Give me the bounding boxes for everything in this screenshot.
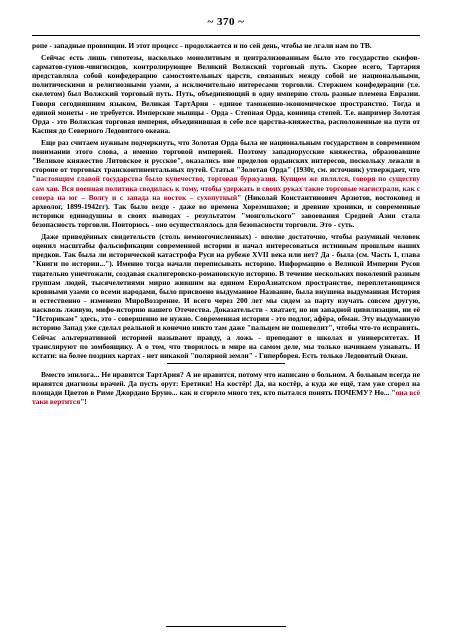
header-rule bbox=[32, 35, 420, 36]
section-divider bbox=[167, 363, 285, 364]
text-run: Даже приведённых свидетельств (столь немногочисленных) - вполне достаточно, чтобы разумный человек оценил масштабы фальсификации современной истории и начал интересоваться истинным прошлым наших предков. Так была ли исторической катастрофа Руси на рубеже XVII века или нет? Да - была (см. Часть 1, глава "Книги по истории..."). Именно тогда начали переписывать историю. Информацию о Великой Империи Русов тщательно уничтожали, создавая скалигеровско-романовскую историю. В течение нескольких поколений разным группам людей, тысячелетиями мирно жившим на едином ЕвроАзиатском пространстве, переплетающимся кровными узами со всеми народами, было присвоено выдуманное Название, была внушена выдуманная История и естественно - изменено МироВоззрение. И всего через 200 лет мы сидем за парту изучать совсем другую, насквозь лживую, мифо-историю нашего Отечества. Доказательств - хватает, но ни западной цивилизации, ни её "Историкам" здесь, это - совершенно не нужно. Современная история - это подлог, афёра, обман. Эту выдуманную историю Запад уже сделал реальной и конечно никто там даже "пальцем не пошевелит", чтобы что-то исправить. Сейчас альтернативной историей называют правду, а ложь - преподают в школах и университетах. И транслируют по зомбоящику. А о том, что творилось в мире на самом деле, мы только начинаем узнавать. И кстати: на более поздних картах - нет никакой "полярной земли" - Гиперборея. Есть только Ледовитый Океан. bbox=[32, 231, 420, 360]
page-number: ~ 370 ~ bbox=[207, 16, 245, 28]
text-run: Еще раз считаем нужным подчеркнуть, что Золотая Орда была не национальным государством в современном понимании этого слова, а именно торговой империей. Поэтому западнорусские княжества, образовавшие "Великое княжество Литовское и русское", оказались вне пределов ордынских интересов, поскольку лежали в стороне от торговых трансконтинентальных путей. Статья "Золотая Орда" (1930г, см. источник) утверждает, что " bbox=[32, 137, 420, 184]
text-run: Вместо эпилога... Не нравится ТартАрия? А не нравится, потому что написано о больном. А больным всегда не нравятся диагнозы врачей. Да пусть орут: Еретики! На костёр! Да, на костёр, а куда же ещё, там уже сгорел на площади Цветов в Риме Джордано Бруно... как и сгорело много тех, кто пытался понять ПОЧЕМУ? Но... " bbox=[32, 369, 420, 397]
text-run: "! bbox=[80, 397, 87, 407]
paragraph-1 bbox=[32, 41, 420, 50]
paragraph-4 bbox=[32, 232, 420, 360]
paragraph-3 bbox=[32, 138, 420, 230]
text-run: Сейчас есть лишь гипотезы, насколько монолитным и централизованным было это государство скифов-сарматов-гунов-чингисидов, контролирующее Великий Волжский торговый путь. Скорее всего, Тартария представляла собой конфедерацию самостоятельных царств, связанных между собой не национальными, политическими и религиозными узами, а исключительно интересами торговли. Стержнем конфедерации (т.е. скелетом) был Волжский торговый путь. Путь, объединяющий в одну империю столь разные племена Евразии. Говоря сегодняшним языком, Великая ТартАрия - единое таможенно-экономическое пространство. Тогда и единой монеты - не требуется. Имперские мышцы - Орда - Степная Орда, конница степей. Т.е. например Золотая Орда - это Волжская торговая империя, объединившая в себе все царства-княжества, расположенные на пути от Каспия до Северного Ледовитого океана. bbox=[32, 52, 420, 135]
footer-rule bbox=[166, 626, 286, 627]
paragraph-epilogue bbox=[32, 370, 420, 407]
text-run: ропе - западные провинции. И этот процесс - продолжается и по сей день, чтобы не лгали нам по ТВ. bbox=[32, 41, 372, 50]
quote-highlight: настоящим главой государства было купечество, торговая буржуазия. Купцом же являлся, говоря по существу сам хан. Вся военная политика сводилась к тому, чтобы удержать в своих руках такие торговые магистрали, как с севера на юг – Волгу и с запада на восток – сухопутный bbox=[32, 174, 420, 202]
quote-highlight: она всё таки вертится bbox=[32, 388, 420, 407]
paragraph-2 bbox=[32, 53, 420, 135]
text-run: " (Николай Константинович Арзютов, востоковед и археолог, 1899-1942гг). Так было везде - даже во времена Хорезмшахов; и древние хроники, и современные историки единодушны в своих выводах - результатом "монгольского" завоевания Средней Азии стала безопасность торговли. Повторюсь - оно осуществлялось для безопасности торговли. Это - суть. bbox=[32, 192, 421, 230]
body-text bbox=[32, 41, 420, 409]
